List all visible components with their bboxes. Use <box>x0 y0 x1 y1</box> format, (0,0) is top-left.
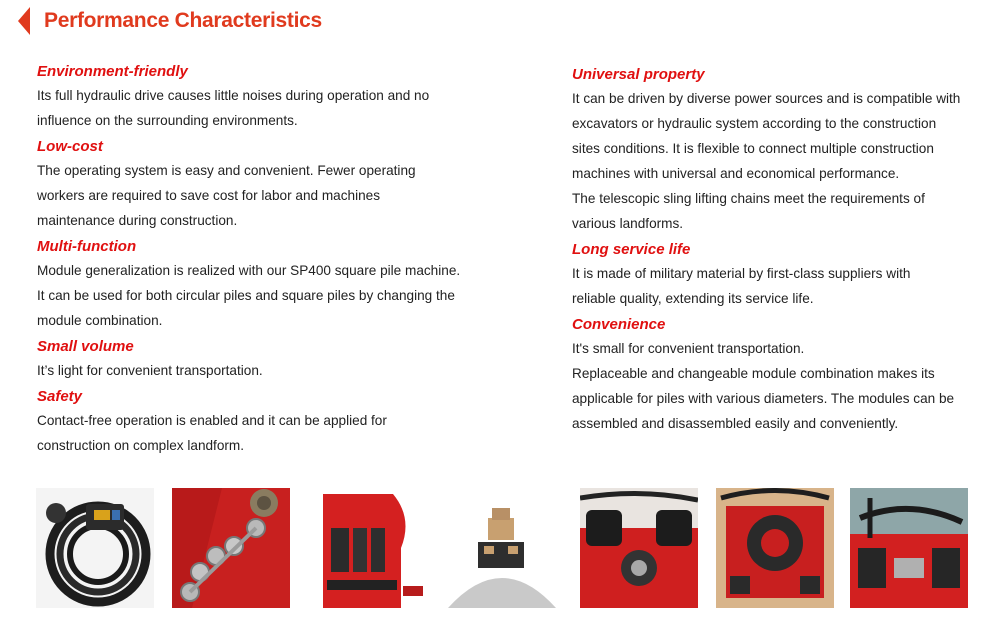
feature-universal-property <box>572 63 982 236</box>
lifting-chain-photo <box>172 488 290 608</box>
feature-text-line: The operating system is easy and convenient. Fewer operating <box>37 163 416 178</box>
feature-text-line: reliable quality, extending its service life. <box>572 291 814 306</box>
feature-heading: Environment-friendly <box>37 63 188 80</box>
right-column <box>572 63 982 436</box>
feature-heading: Small volume <box>37 338 134 355</box>
feature-text-line: Replaceable and changeable module combination makes its <box>572 366 935 381</box>
feature-heading: Multi-function <box>37 238 137 255</box>
feature-text-line: Module generalization is realized with our SP400 square pile machine. <box>37 263 461 278</box>
feature-convenience <box>572 313 982 436</box>
pile-cutter-photo <box>448 488 556 608</box>
page-title: Performance Characteristics <box>44 9 322 32</box>
feature-text-line: applicable for piles with various diameters. The modules can be <box>572 391 955 406</box>
feature-text-line: It is made of military material by first-class suppliers with <box>572 266 911 281</box>
feature-text-line: It’s light for convenient transportation. <box>37 363 263 378</box>
hose-coil-photo <box>36 488 154 608</box>
feature-text-line: Contact-free operation is enabled and it can be applied for <box>37 413 387 428</box>
feature-heading: Long service life <box>572 241 691 258</box>
feature-text-line: It can be driven by diverse power sources and is compatible with <box>572 91 961 106</box>
module-frame-photo <box>323 488 428 608</box>
feature-text-line: machines with universal and economical performance. <box>572 166 900 181</box>
feature-multi-function <box>37 235 487 333</box>
feature-text-line: sites conditions. It is flexible to connect multiple construction <box>572 141 934 156</box>
feature-text-line: Its full hydraulic drive causes little noises during operation and no <box>37 88 430 103</box>
feature-environment-friendly <box>37 60 487 133</box>
feature-text-line: construction on complex landform. <box>37 438 245 453</box>
feature-heading: Low-cost <box>37 138 103 155</box>
machine-assembly-photo <box>850 488 968 608</box>
feature-text-line: It can be used for both circular piles and square piles by changing the <box>37 288 455 303</box>
feature-low-cost <box>37 135 487 233</box>
feature-text-line: influence on the surrounding environments. <box>37 113 298 128</box>
crate-machine-photo <box>716 488 834 608</box>
feature-text-line: It's small for convenient transportation. <box>572 341 805 356</box>
feature-small-volume <box>37 335 487 383</box>
feature-heading: Safety <box>37 388 83 405</box>
section-header <box>18 6 322 36</box>
feature-heading: Convenience <box>572 316 666 333</box>
machine-top-photo <box>580 488 698 608</box>
feature-text-line: The telescopic sling lifting chains meet the requirements of <box>572 191 925 206</box>
header-arrow-icon <box>18 7 30 35</box>
photo-strip <box>0 488 1000 610</box>
left-column <box>37 60 487 458</box>
feature-heading: Universal property <box>572 66 705 83</box>
feature-long-service-life <box>572 238 982 311</box>
feature-text-line: workers are required to save cost for labor and machines <box>37 188 381 203</box>
feature-safety <box>37 385 487 458</box>
feature-text-line: assembled and disassembled easily and conveniently. <box>572 416 899 431</box>
feature-text-line: module combination. <box>37 313 163 328</box>
feature-text-line: various landforms. <box>572 216 684 231</box>
feature-text-line: excavators or hydraulic system according to the construction <box>572 116 937 131</box>
feature-text-line: maintenance during construction. <box>37 213 238 228</box>
